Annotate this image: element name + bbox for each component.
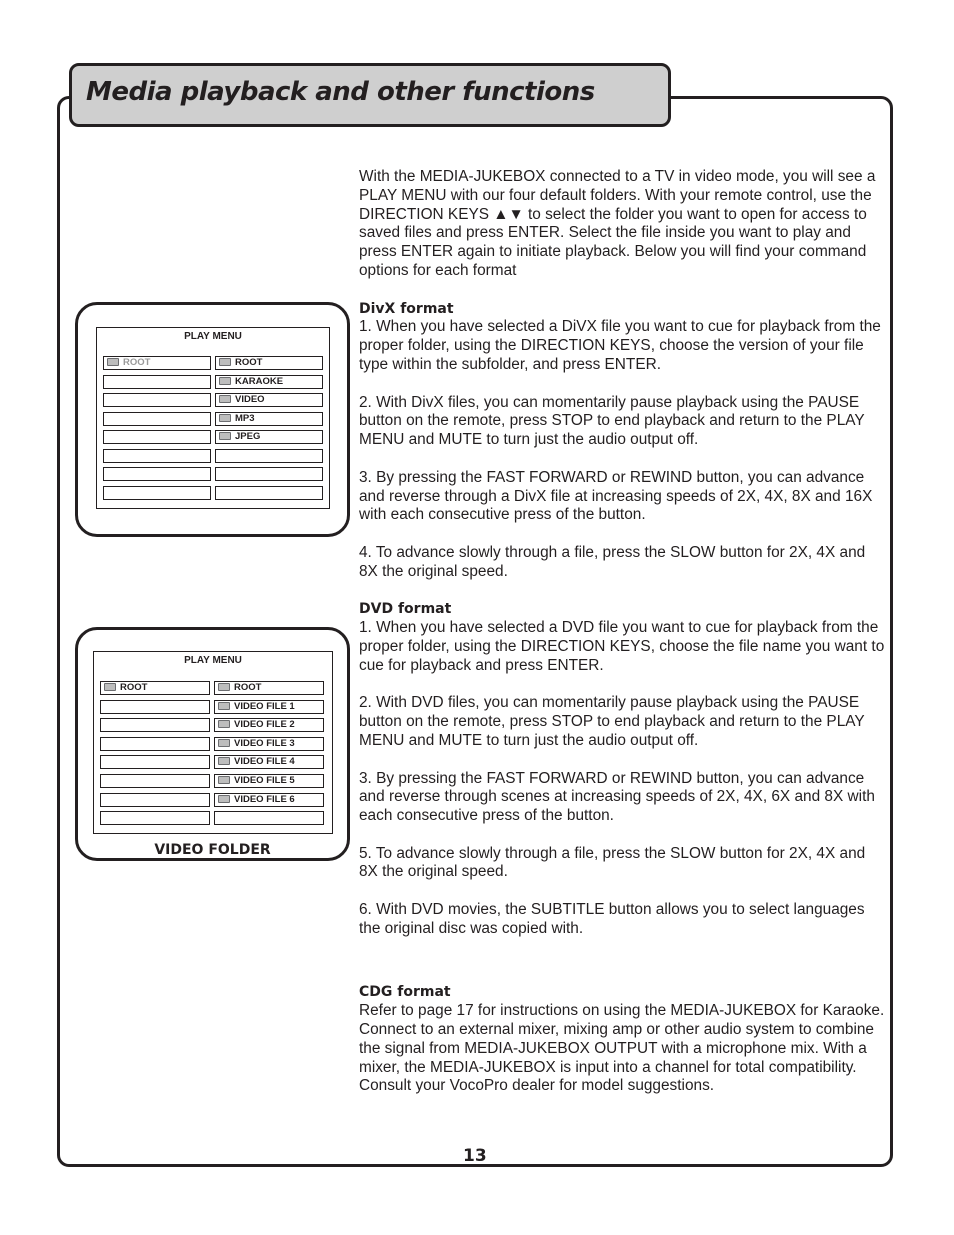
divx-step-3: 3. By pressing the FAST FORWARD or REWIND button, you can advance and reverse through a DivX file at increasing speeds of 2X, 4X, 8X and 16X with each consecutive press of the button.: [359, 468, 873, 524]
dvd-step-6: 6. With DVD movies, the SUBTITLE button allows you to select languages the original disc was copied with.: [359, 901, 865, 937]
folder-icon: [218, 776, 230, 784]
menu-right-slot[interactable]: [214, 793, 324, 807]
divx-step-2: 2. With DivX files, you can momentarily pause playback using the PAUSE button on the remote, press STOP to end playback and return to the PLAY MENU and MUTE to turn just the audio output off.: [359, 393, 865, 449]
menu-item-label: VIDEO FILE 4: [234, 756, 295, 768]
menu-left-slot: [100, 700, 210, 714]
menu-right-slot[interactable]: [214, 681, 324, 695]
dvd-step-3: 3. By pressing the FAST FORWARD or REWIND button, you can advance and reverse through scenes at increasing speeds of 2X, 4X, 6X and 8X with each consecutive press of the button.: [359, 769, 875, 825]
menu-left-slot: [103, 486, 211, 500]
title-tab: [69, 63, 671, 127]
dvd-step-1: 1. When you have selected a DVD file you want to cue for playback from the proper folder, using the DIRECTION KEYS, choose the file name you want to cue for playback and press ENTER.: [359, 619, 885, 674]
menu-item-label: ROOT: [234, 682, 262, 693]
play-menu-title: PLAY MENU: [184, 331, 242, 342]
body-text: [359, 168, 885, 1096]
divx-step-1: 1. When you have selected a DiVX file you want to cue for playback from the proper folder, using the DIRECTION KEYS, choose the version of your file type within the subfolder, and press ENTER.: [359, 318, 881, 373]
menu-right-slot: [215, 449, 323, 463]
play-menu: [96, 327, 330, 509]
menu-left-slot[interactable]: [103, 356, 211, 370]
menu-item-label: MP3: [235, 412, 255, 424]
page-number: 13: [463, 1146, 487, 1166]
menu-right-slot[interactable]: [215, 356, 323, 370]
menu-left-slot: [103, 449, 211, 463]
cdg-heading: CDG format: [359, 984, 451, 1001]
folder-icon: [218, 757, 230, 765]
menu-left-slot: [103, 412, 211, 426]
video-folder-caption: VIDEO FOLDER: [154, 842, 271, 858]
menu-right-slot[interactable]: [215, 430, 323, 444]
menu-left-slot: [100, 811, 210, 825]
menu-left-slot: [103, 375, 211, 389]
menu-right-slot: [214, 811, 324, 825]
play-menu-title: PLAY MENU: [184, 655, 242, 666]
folder-icon: [218, 720, 230, 728]
menu-left-slot: [100, 755, 210, 769]
menu-left-slot: [100, 793, 210, 807]
menu-right-slot: [215, 467, 323, 481]
dvd-heading: DVD format: [359, 601, 452, 618]
menu-item-label: VIDEO: [235, 394, 265, 405]
menu-item-label: VIDEO FILE 5: [234, 775, 295, 786]
play-menu-video: [93, 651, 333, 834]
menu-item-label: JPEG: [235, 431, 261, 442]
menu-right-slot: [215, 486, 323, 500]
menu-right-slot[interactable]: [214, 737, 324, 751]
folder-icon: [107, 358, 119, 366]
menu-right-slot[interactable]: [215, 393, 323, 407]
menu-left-slot: [100, 737, 210, 751]
cdg-paragraph: Refer to page 17 for instructions on using the MEDIA-JUKEBOX for Karaoke. Connect to an external mixer, mixing amp or other audio system to combine the signal from MEDIA-JUKEBOX OUTPUT with a microphone mix. With a mixer, the MEDIA-JUKEBOX is input into a channel for total compatibility. Consult your VocoPro dealer for model suggestions.: [359, 1002, 885, 1095]
tv-screen-video-folder: [75, 627, 350, 861]
menu-item-label: KARAOKE: [235, 375, 284, 387]
menu-right-slot[interactable]: [215, 375, 323, 389]
dvd-step-2: 2. With DVD files, you can momentarily pause playback using the PAUSE button on the remote, press STOP to end playback and return to the PLAY MENU and MUTE to turn just the audio output off.: [359, 694, 865, 749]
folder-icon: [219, 377, 231, 385]
folder-icon: [219, 395, 231, 403]
menu-left-slot: [100, 718, 210, 732]
menu-item-label: VIDEO FILE 1: [234, 700, 295, 712]
folder-icon: [104, 683, 116, 691]
menu-left-slot[interactable]: [100, 681, 210, 695]
menu-left-slot: [103, 467, 211, 481]
menu-item-label: ROOT: [235, 357, 263, 368]
menu-right-slot[interactable]: [214, 700, 324, 714]
menu-right-slot[interactable]: [215, 412, 323, 426]
menu-left-slot: [103, 430, 211, 444]
divx-heading: DivX format: [359, 300, 454, 317]
menu-item-label: VIDEO FILE 3: [234, 737, 295, 749]
folder-icon: [218, 683, 230, 691]
folder-icon: [219, 432, 231, 440]
menu-item-label: ROOT: [120, 682, 148, 693]
menu-item-label: VIDEO FILE 2: [234, 719, 295, 731]
dvd-step-5: 5. To advance slowly through a file, press the SLOW button for 2X, 4X and 8X the original speed.: [359, 844, 866, 881]
divx-step-4: 4. To advance slowly through a file, press the SLOW button for 2X, 4X and 8X the original speed.: [359, 543, 866, 580]
folder-icon: [218, 795, 230, 803]
menu-left-slot: [103, 393, 211, 407]
menu-left-slot: [100, 774, 210, 788]
folder-icon: [219, 358, 231, 366]
menu-right-slot[interactable]: [214, 718, 324, 732]
folder-icon: [218, 702, 230, 710]
page-title: Media playback and other functions: [86, 77, 595, 107]
menu-right-slot[interactable]: [214, 755, 324, 769]
menu-item-label: VIDEO FILE 6: [234, 793, 295, 805]
folder-icon: [218, 739, 230, 747]
folder-icon: [219, 414, 231, 422]
tv-screen-play-menu: [75, 302, 350, 537]
menu-right-slot[interactable]: [214, 774, 324, 788]
intro-paragraph: With the MEDIA-JUKEBOX connected to a TV in video mode, you will see a PLAY MENU with our four default folders. With your remote control, use the DIRECTION KEYS ▲▼ to select the folder you want to open for access to saved files and press ENTER. Select the file inside you want to play and press ENTER again to initiate playback. Below you will find your command options for each format: [359, 168, 876, 279]
menu-item-label: ROOT: [123, 357, 151, 368]
